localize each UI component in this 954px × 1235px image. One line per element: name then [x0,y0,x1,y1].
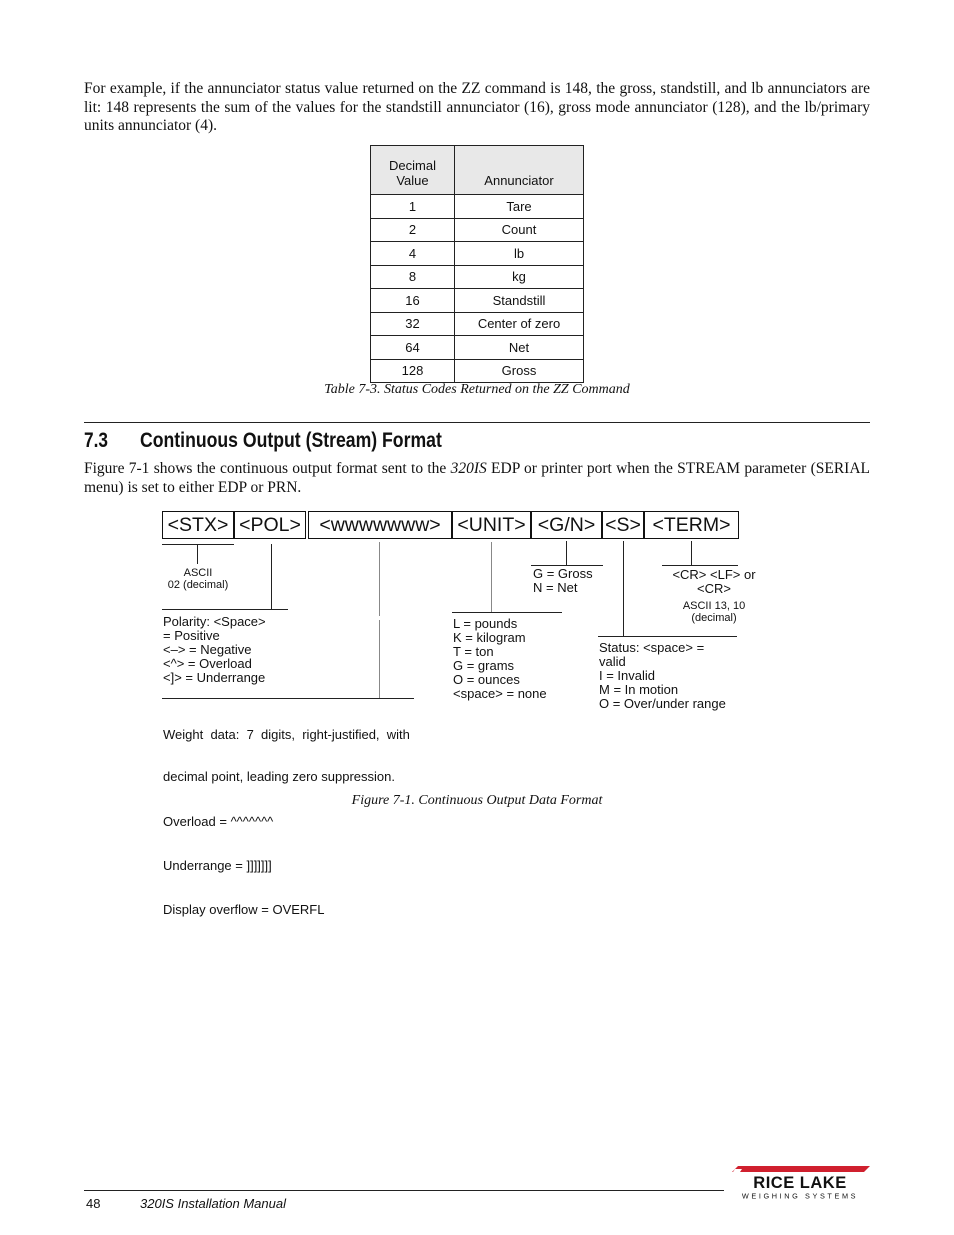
figure-caption: Figure 7-1. Continuous Output Data Format [351,793,603,808]
decimal-value-cell: 1 [371,195,455,219]
annunciator-cell: Gross [455,359,584,383]
section-paragraph: Figure 7-1 shows the continuous output format sent to the 320IS EDP or printer port when the STREAM parameter (SERIAL menu) is set to either EDP or PRN. [84,460,870,496]
section-title: Continuous Output (Stream) Format [140,429,442,452]
section-number: 7.3 [84,429,108,452]
unit-connector [491,542,492,612]
section-divider [84,422,870,423]
logo-tagline: WEIGHING SYSTEMS [741,1191,859,1200]
annunciator-header: Annunciator [455,146,584,195]
term-note: <CR> <LF> or <CR> ASCII 13, 10 (decimal) [672,567,756,624]
page-number: 48 [86,1196,101,1211]
logo-stripe [732,1166,870,1172]
unit-field-box: <UNIT> [452,511,531,539]
decimal-value-cell: 64 [371,336,455,360]
pol-connector [271,544,272,609]
table-row [371,265,584,289]
manual-title: 320IS Installation Manual [140,1196,286,1211]
table-caption: Table 7-3. Status Codes Returned on the ZZ Command [324,382,630,397]
annunciator-cell: Tare [455,195,584,219]
pol-field-box: <POL> [234,511,306,539]
unit-note: L = pounds K = kilogram T = ton G = grams O = ounces <space> = none [453,616,547,701]
annunciator-cell: lb [455,242,584,266]
gn-connector [566,541,567,565]
status-underline [598,636,737,637]
annunciator-cell: kg [455,265,584,289]
footer-divider [84,1190,724,1191]
weight-connector-top [379,542,380,616]
table-row [371,336,584,360]
term-overline [662,565,738,566]
table-row [371,312,584,336]
table-row [371,359,584,383]
stx-field-box: <STX> [162,511,234,539]
decimal-value-cell: 2 [371,218,455,242]
weight-connector-bottom [379,620,380,698]
table-row [371,218,584,242]
annunciator-cell: Center of zero [455,312,584,336]
annunciator-cell: Count [455,218,584,242]
intro-paragraph: For example, if the annunciator status value returned on the ZZ command is 148, the gross, standstill, and lb annunciators are lit: 148 represents the sum of the values for the standstill annunciator (16), gross mode annunciator (128), and the lb/primary units annunciator (4). [84,80,870,134]
stx-note: ASCII 02 (decimal) [167,567,229,591]
status-note: Status: <space> = valid I = Invalid M = In motion O = Over/under range [599,640,726,711]
decimal-value-cell: 128 [371,359,455,383]
decimal-value-header: Decimal Value [371,146,455,195]
unit-underline [452,612,562,613]
decimal-value-cell: 16 [371,289,455,313]
term-connector [691,541,692,565]
status-field-box: <S> [602,511,644,539]
pol-underline [162,609,288,610]
annunciator-cell: Net [455,336,584,360]
logo-wordmark: RICE LAKE [753,1174,847,1192]
gross-net-note: G = Gross N = Net [533,566,593,595]
annunciator-cell: Standstill [455,289,584,313]
decimal-value-cell: 32 [371,312,455,336]
table-row [371,195,584,219]
status-codes-table [370,145,584,383]
decimal-value-cell: 8 [371,265,455,289]
status-connector [623,541,624,636]
weight-field-box: <wwwwwww> [308,511,452,539]
decimal-value-cell: 4 [371,242,455,266]
stx-bracket [162,544,234,545]
table-row [371,242,584,266]
gn-field-box: <G/N> [531,511,602,539]
table-row [371,289,584,313]
term-field-box: <TERM> [644,511,739,539]
weight-note: Weight data: 7 digits, right-justified, with decimal point, leading zero suppression. Overload = ^^^^^^^ Underrange = ]]]]]]] Display overflow = OVERFL [163,727,410,917]
rice-lake-logo-icon [730,1166,870,1200]
product-name: 320IS [450,460,487,477]
polarity-note: Polarity: <Space> = Positive <–> = Negative <^> = Overload <]> = Underrange [163,614,266,685]
weight-underline [162,698,414,699]
table-header-row [371,146,584,195]
stx-connector [197,544,198,564]
